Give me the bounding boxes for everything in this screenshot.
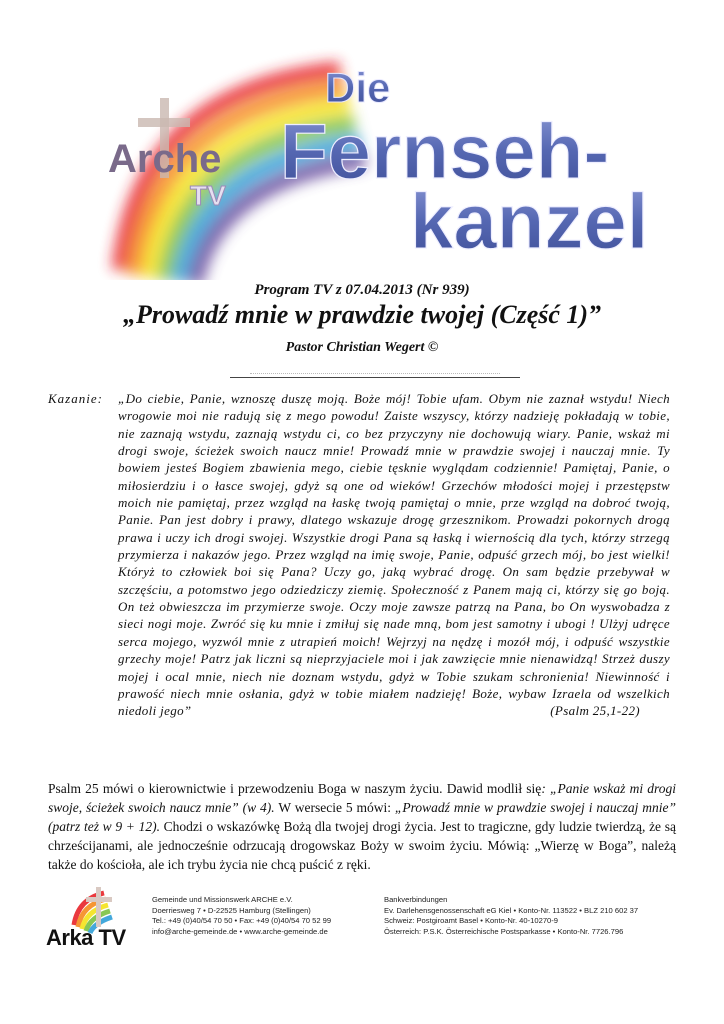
logo-arche-text: Arche [108, 137, 222, 181]
sermon-block [48, 390, 670, 720]
body-quote-2: „Prowadź mnie w prawdzie swojej i nauczaj mnie” (patrz też w 9 + 12). [48, 800, 677, 834]
body-quote-1: : „Panie wskaż mi drogi swoje, ścieżek swoich naucz mnie” (w 4). [48, 781, 677, 815]
footer-contact-link[interactable]: info@arche-gemeinde.de • www.arche-gemeinde.de [152, 926, 328, 936]
footer-bank-info [384, 895, 704, 937]
program-date-line: Program TV z 07.04.2013 (Nr 939) [254, 282, 470, 298]
sermon-text [118, 390, 670, 720]
footer-street: Doerriesweg 7 • D-22525 Hamburg (Stellingen) [152, 905, 311, 915]
psalm-reference: (Psalm 25,1-22) [550, 703, 640, 719]
footer-bank-at: Österreich: P.S.K. Österreichische Postsparkasse • Konto-Nr. 7726.796 [384, 926, 624, 936]
footer-bank-de: Ev. Darlehensgenossenschaft eG Kiel • Konto-Nr. 113522 • BLZ 210 602 37 [384, 905, 639, 915]
header-logo [80, 30, 680, 280]
body-text-2: W wersecie 5 mówi: [274, 800, 395, 815]
footer-org-name: Gemeinde und Missionswerk ARCHE e.V. [152, 895, 293, 904]
body-text-3: Chodzi o wskazówkę Bożą dla twojej drogi życia. Jest to tragiczne, gdy ludzie twierdzą, że są chrześcijanami, ale jednocześnie odrzucają drogowskaz Boży w swoim życiu. Mówią: „Wierzę w Boga”, należą także do kościoła, ale ich trybu życia nie chcą puścić z ręki. [48, 819, 676, 872]
footer-phone: Tel.: +49 (0)40/54 70 50 • Fax: +49 (0)40/54 70 52 99 [152, 916, 332, 926]
sermon-quote: „Do ciebie, Panie, wznoszę duszę moją. Boże mój! Tobie ufam. Obym nie zaznał wstydu! Niech wrogowie moi nie radują się z mego powodu! Zaiste wszyscy, którzy nadzieję pokładają w tobie, nie zaznają wstydu, zaznają wstydu ci, co bez przyczyny nie dochowują wiary. Panie, wskaż mi drogi swoje, ścieżek swoich naucz mnie! Prowadź mnie w prawdzie swojej i nauczaj mnie. Ty bowiem jesteś Bogiem zbawienia mego, ciebie tęsknie wyglądam codziennie! Pamiętaj, Panie, o miłosierdziu i o łasce swojej, gdyż są one od wieków! Grzechów młodości mojej i przestępstw moich nie pamiętaj, przez wzgląd na łaskę twoją pamiętaj o mnie, prze wzgląd na dobroć twoją, Panie. Pan jest dobry i prawy, dlatego wskazuje drogę grzesznikom. Prowadzi pokornych drogą prawa i uczy ich drogi swojej. Wszystkie drogi Pana są łaską i wiernością dla tych, którzy strzegą przymierza i nakazów jego. Przez wzgląd na imię swoje, Panie, odpuść grzech mój, bo jest wielki! Któryż to człowiek boi się Pana? Uczy go, jaką wybrać drogę. On sam będzie przebywał w szczęściu, a potomstwo jego odziedziczy ziemię. Społeczność z Panem mają ci, którzy się go boją. On też obwieszcza im przymierze swoje. Oczy moje zawsze patrzą na Pana, bo On wyswobadza z sieci nogi moje. Zwróć się ku mnie i zmiłuj się nade mną, bom jest samotny i ubogi ! Ulżyj udręce serca mojego, wyzwól mnie z utrapień moich! Wejrzyj na nędzę i mozół mój, i odpuść wszystkie grzechy moje! Patrz jak liczni są nieprzyjaciele moi i jak zawzięcie mnie nienawidzą! Strzeż duszy mojej i ocal mnie, niech nie doznam wstydu, gdyż w Tobie szukam schronienia! Niewinność i prawość niech mnie osłania, gdyż w tobie miałem nadzieję! Boże, wybaw Izraela od wszelkich niedoli jego” [118, 391, 670, 719]
body-text-1: Psalm 25 mówi o kierownictwie i przewodzeniu Boga w naszym życiu. Dawid modlił się [48, 781, 542, 796]
footer-brand: Arka TV [46, 925, 126, 950]
logo-tv-text: TV [190, 180, 226, 211]
footer-bank-heading: Bankverbindungen [384, 895, 448, 904]
rainbow-logo-graphic [80, 30, 680, 280]
body-paragraph [48, 779, 676, 874]
footer-address [152, 895, 372, 937]
logo-kanzel-text: kanzel [410, 177, 649, 265]
page-title: „Prowadź mnie w prawdzie twojej (Część 1)” [122, 300, 602, 329]
author-line: Pastor Christian Wegert © [285, 340, 439, 355]
divider [230, 377, 520, 378]
logo-die-text: Die [325, 64, 391, 111]
sermon-label: Kazanie: [48, 391, 103, 406]
footer-bank-ch: Schweiz: Postgiroamt Basel • Konto-Nr. 40-10270-9 [384, 916, 559, 926]
logo-fernseh-text: Fernseh- [280, 107, 610, 195]
divider-dotted [250, 373, 500, 374]
